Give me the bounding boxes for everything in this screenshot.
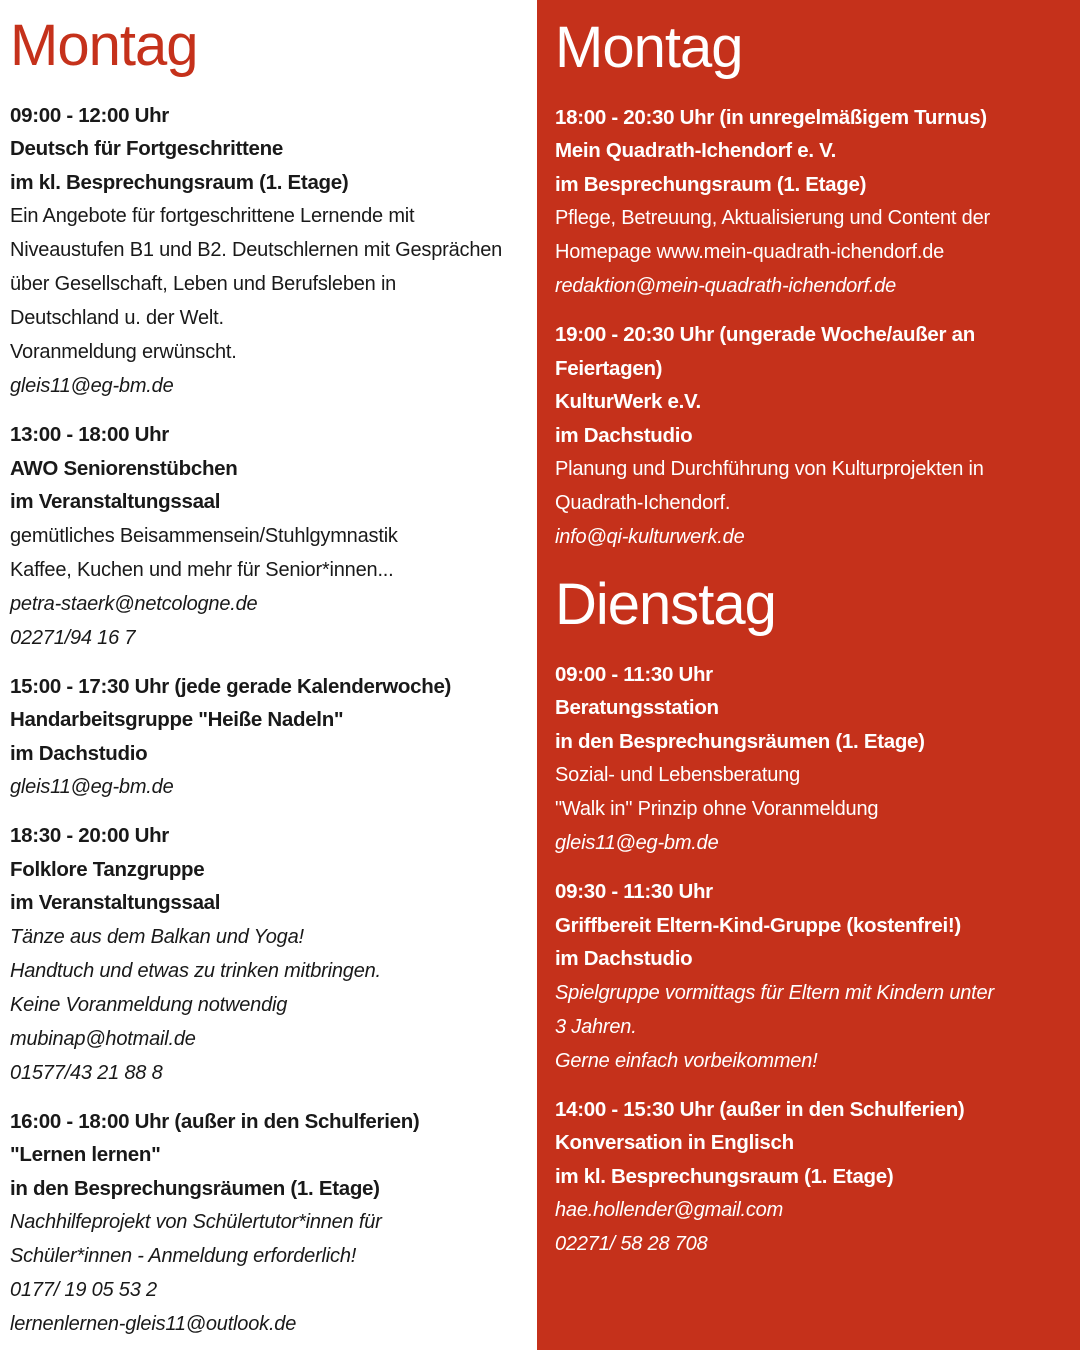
- event-body-line: Sozial- und Lebensberatung: [555, 764, 800, 786]
- event-body-line: Ein Angebote für fortgeschrittene Lernende mit: [10, 205, 415, 227]
- event-contact-line: redaktion@mein-quadrath-ichendorf.de: [555, 275, 897, 297]
- event-body-line: Planung und Durchführung von Kulturprojekten in: [555, 458, 984, 480]
- left-column: [0, 0, 537, 1350]
- event-body-line: Quadrath-Ichendorf.: [555, 492, 731, 514]
- event-contact-line: Gerne einfach vorbeikommen!: [555, 1049, 818, 1072]
- event-block: [555, 658, 1072, 861]
- day-heading: Montag: [555, 15, 743, 80]
- event-block: [10, 670, 535, 805]
- event-heading-line: im Dachstudio: [555, 947, 693, 970]
- event-contact-line: Nachhilfeprojekt von Schülertutor*innen für: [10, 1211, 382, 1233]
- right-column: [537, 0, 1080, 1350]
- event-contact-line: gleis11@eg-bm.de: [10, 776, 174, 798]
- event-contact-line: Keine Voranmeldung notwendig: [10, 993, 288, 1016]
- event-heading-line: Mein Quadrath-Ichendorf e. V.: [555, 139, 837, 162]
- event-heading-line: Griffbereit Eltern-Kind-Gruppe (kostenfrei!): [555, 913, 961, 937]
- event-heading-line: 13:00 - 18:00 Uhr: [10, 423, 169, 446]
- event-heading-line: im Veranstaltungssaal: [10, 891, 221, 914]
- event-contact-line: Spielgruppe vormittags für Eltern mit Kindern unter: [555, 981, 994, 1004]
- event-heading-line: Konversation in Englisch: [555, 1131, 794, 1154]
- event-contact-line: 02271/94 16 7: [10, 626, 136, 649]
- event-block: [10, 819, 535, 1090]
- event-block: [555, 318, 1072, 554]
- event-contact-line: Schüler*innen - Anmeldung erforderlich!: [10, 1245, 357, 1267]
- event-body-line: gemütliches Beisammensein/Stuhlgymnastik: [10, 524, 398, 547]
- event-heading-line: 18:30 - 20:00 Uhr: [10, 824, 169, 847]
- event-heading-line: "Lernen lernen": [10, 1143, 161, 1166]
- event-heading-line: Folklore Tanzgruppe: [10, 857, 205, 881]
- event-contact-line: Handtuch und etwas zu trinken mitbringen.: [10, 959, 381, 982]
- event-body-line: Kaffee, Kuchen und mehr für Senior*innen...: [10, 558, 394, 581]
- event-contact-line: lernenlernen-gleis11@outlook.de: [10, 1313, 297, 1335]
- event-body-line: über Gesellschaft, Leben und Berufsleben in: [10, 273, 397, 295]
- event-heading-line: KulturWerk e.V.: [555, 390, 701, 413]
- event-contact-line: gleis11@eg-bm.de: [10, 375, 174, 397]
- event-heading-line: 09:00 - 11:30 Uhr: [555, 662, 713, 686]
- event-body-line: Voranmeldung erwünscht.: [10, 341, 237, 363]
- event-contact-line: petra-staerk@netcologne.de: [10, 592, 258, 615]
- event-body-line: Deutschland u. der Welt.: [10, 307, 224, 329]
- event-heading-line: 09:30 - 11:30 Uhr: [555, 880, 713, 903]
- event-block: [10, 99, 535, 404]
- event-heading-line: 16:00 - 18:00 Uhr (außer in den Schulferien): [10, 1109, 420, 1133]
- event-heading-line: im kl. Besprechungsraum (1. Etage): [10, 170, 349, 194]
- event-body-line: Homepage www.mein-quadrath-ichendorf.de: [555, 241, 945, 263]
- event-heading-line: in den Besprechungsräumen (1. Etage): [10, 1176, 380, 1200]
- day-heading: Dienstag: [555, 572, 776, 637]
- event-heading-line: im kl. Besprechungsraum (1. Etage): [555, 1164, 894, 1188]
- event-contact-line: 0177/ 19 05 53 2: [10, 1279, 157, 1301]
- event-heading-line: Beratungsstation: [555, 696, 719, 719]
- event-heading-line: AWO Seniorenstübchen: [10, 456, 238, 480]
- event-block: [555, 1093, 1072, 1262]
- event-body-line: Niveaustufen B1 und B2. Deutschlernen mit Gesprächen: [10, 239, 503, 261]
- event-heading-line: 19:00 - 20:30 Uhr (ungerade Woche/außer an: [555, 323, 975, 346]
- event-heading-line: in den Besprechungsräumen (1. Etage): [555, 729, 925, 753]
- event-block: [10, 1105, 535, 1342]
- event-contact-line: mubinap@hotmail.de: [10, 1027, 196, 1050]
- event-heading-line: im Dachstudio: [10, 741, 148, 765]
- event-heading-line: Feiertagen): [555, 356, 663, 380]
- event-body-line: Pflege, Betreuung, Aktualisierung und Content der: [555, 207, 990, 229]
- event-block: [555, 101, 1072, 304]
- event-heading-line: Deutsch für Fortgeschrittene: [10, 137, 283, 160]
- event-contact-line: hae.hollender@gmail.com: [555, 1199, 784, 1221]
- event-heading-line: 15:00 - 17:30 Uhr (jede gerade Kalenderwoche): [10, 674, 452, 698]
- event-contact-line: 01577/43 21 88 8: [10, 1061, 163, 1084]
- event-contact-line: Tänze aus dem Balkan und Yoga!: [10, 925, 304, 948]
- event-heading-line: 18:00 - 20:30 Uhr (in unregelmäßigem Turnus): [555, 105, 987, 129]
- event-block: [555, 875, 1072, 1078]
- event-heading-line: 09:00 - 12:00 Uhr: [10, 103, 169, 127]
- event-block: [10, 418, 535, 655]
- event-body-line: "Walk in" Prinzip ohne Voranmeldung: [555, 798, 879, 820]
- event-heading-line: im Dachstudio: [555, 423, 693, 447]
- event-heading-line: im Besprechungsraum (1. Etage): [555, 172, 867, 196]
- event-heading-line: im Veranstaltungssaal: [10, 490, 221, 513]
- event-heading-line: 14:00 - 15:30 Uhr (außer in den Schulferien): [555, 1097, 965, 1121]
- day-heading: Montag: [10, 13, 198, 78]
- event-contact-line: 02271/ 58 28 708: [555, 1233, 708, 1255]
- event-contact-line: gleis11@eg-bm.de: [555, 832, 719, 854]
- event-contact-line: info@qi-kulturwerk.de: [555, 526, 745, 548]
- event-contact-line: 3 Jahren.: [555, 1015, 637, 1038]
- event-heading-line: Handarbeitsgruppe "Heiße Nadeln": [10, 708, 344, 731]
